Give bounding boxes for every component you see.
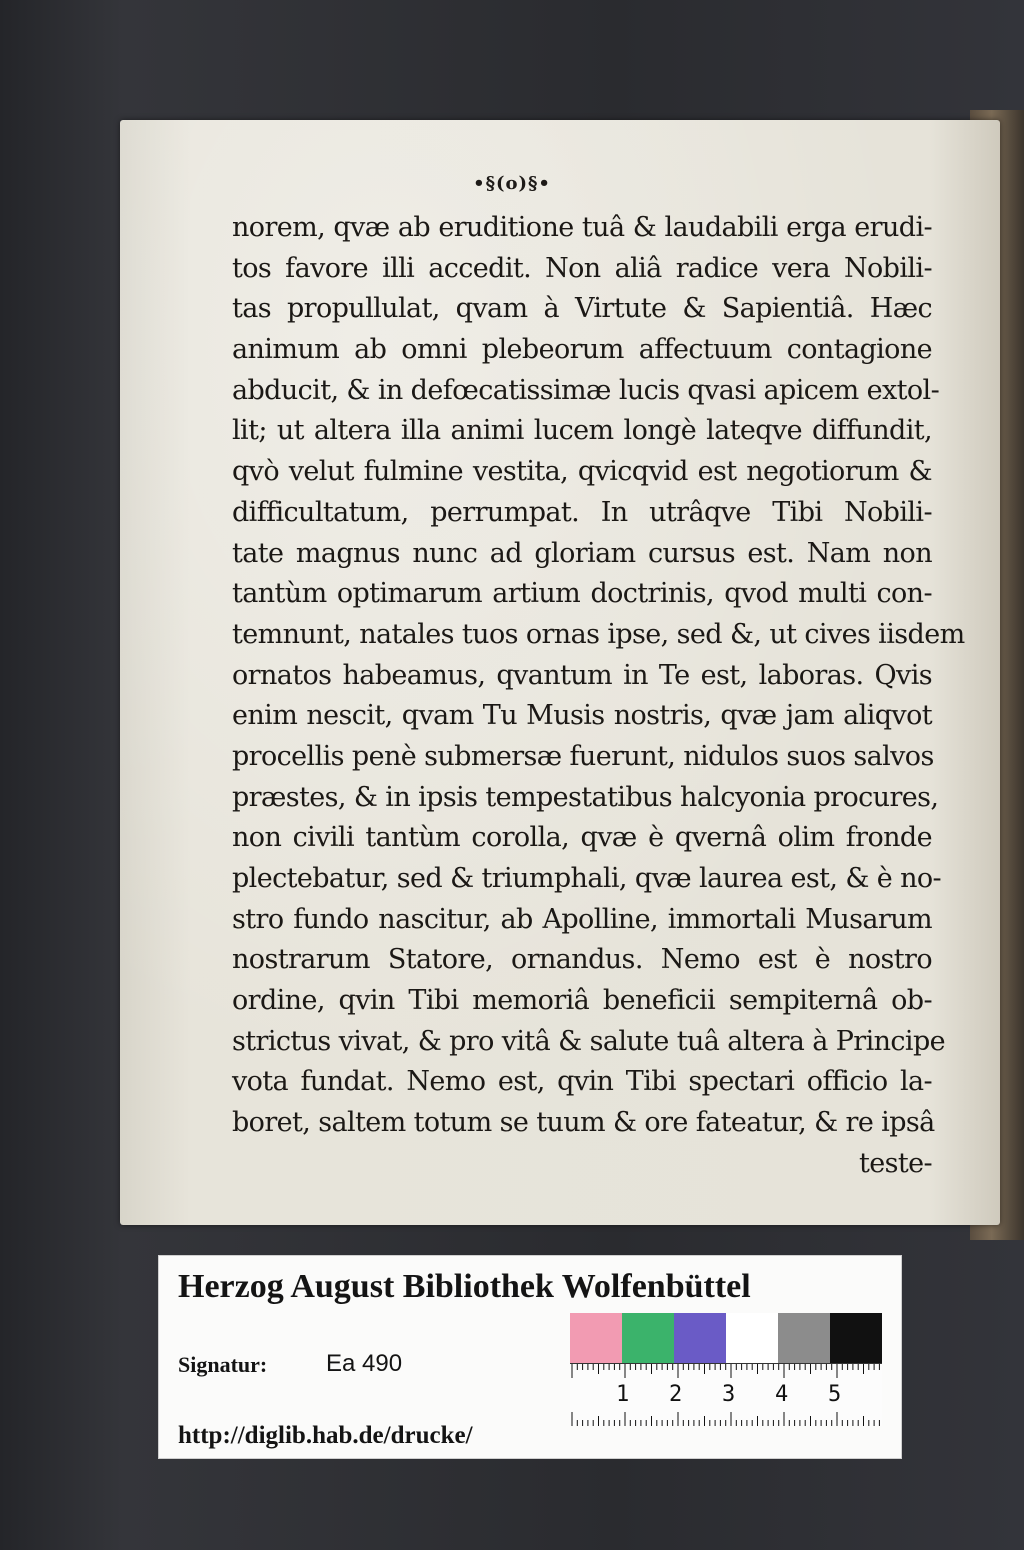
text-line: tate magnus nunc ad gloriam cursus est. Nam non [232, 537, 932, 569]
ruler-number: 4 [775, 1382, 789, 1407]
color-swatch-black [830, 1313, 882, 1363]
digital-library-url[interactable]: http://diglib.hab.de/drucke/ [178, 1422, 473, 1449]
ruler-number: 1 [616, 1382, 630, 1407]
ruler-number: 2 [669, 1382, 683, 1407]
signature-value: Ea 490 [326, 1350, 403, 1377]
text-line: ornatos habeamus, qvantum in Te est, laboras. Qvis [232, 659, 932, 691]
color-swatch-pink [570, 1313, 622, 1363]
page-text [232, 208, 965, 1185]
text-line: strictus vivat, & pro vitâ & salute tuâ altera à Principe [232, 1025, 946, 1057]
text-line: non civili tantùm corolla, qvæ è qvernâ olim fronde [232, 822, 932, 854]
text-line: ordine, qvin Tibi memoriâ beneficii sempiternâ ob- [232, 985, 932, 1017]
text-line: temnunt, natales tuos ornas ipse, sed &, ut cives iisdem [232, 618, 965, 650]
text-line: procellis penè submersæ fuerunt, nidulos suos salvos [232, 740, 934, 772]
color-swatch-white [726, 1313, 778, 1363]
color-swatch-green [622, 1313, 674, 1363]
text-line: qvò velut fulmine vestita, qvicqvid est negotiorum & [232, 456, 932, 488]
text-line: lit; ut altera illa animi lucem longè lateqve diffundit, [232, 415, 932, 447]
signature-label: Signatur: [178, 1352, 268, 1377]
text-line: plectebatur, sed & triumphali, qvæ laurea est, & è no- [232, 863, 942, 894]
text-line: præstes, & in ipsis tempestatibus halcyonia procures, [232, 781, 939, 813]
text-line: tos favore illi accedit. Non aliâ radice vera Nobili- [232, 252, 932, 284]
text-line: enim nescit, qvam Tu Musis nostris, qvæ jam aliqvot [232, 700, 932, 732]
text-line: boret, saltem totum se tuum & ore fateatur, & re ipsâ [232, 1107, 935, 1139]
text-line: abducit, & in defœcatissimæ lucis qvasi apicem extol- [232, 374, 940, 406]
color-swatch-violet [674, 1313, 726, 1363]
catchword: teste- [858, 1147, 932, 1179]
text-line: nostrarum Statore, ornandus. Nemo est è nostro [232, 944, 932, 976]
scale-ruler [570, 1363, 882, 1426]
text-line: norem, qvæ ab eruditione tuâ & laudabili erga erudi- [232, 212, 932, 243]
page-header-ornament: •§(o)§• [473, 173, 551, 194]
library-name: Herzog August Bibliothek Wolfenbüttel [178, 1268, 751, 1305]
color-swatch-gray [778, 1313, 830, 1363]
text-line: animum ab omni plebeorum affectuum contagione [232, 334, 932, 366]
text-line: stro fundo nascitur, ab Apolline, immortali Musarum [232, 903, 932, 935]
color-calibration-strip [570, 1313, 882, 1363]
text-line: tantùm optimarum artium doctrinis, qvod multi con- [232, 578, 932, 610]
text-line: tas propullulat, qvam à Virtute & Sapientiâ. Hæc [232, 293, 932, 325]
text-line: vota fundat. Nemo est, qvin Tibi spectari officio la- [232, 1066, 932, 1098]
ruler-number: 3 [722, 1382, 736, 1407]
ruler-number: 5 [828, 1382, 842, 1407]
text-line: difficultatum, perrumpat. In utrâqve Tibi Nobili- [232, 496, 932, 528]
